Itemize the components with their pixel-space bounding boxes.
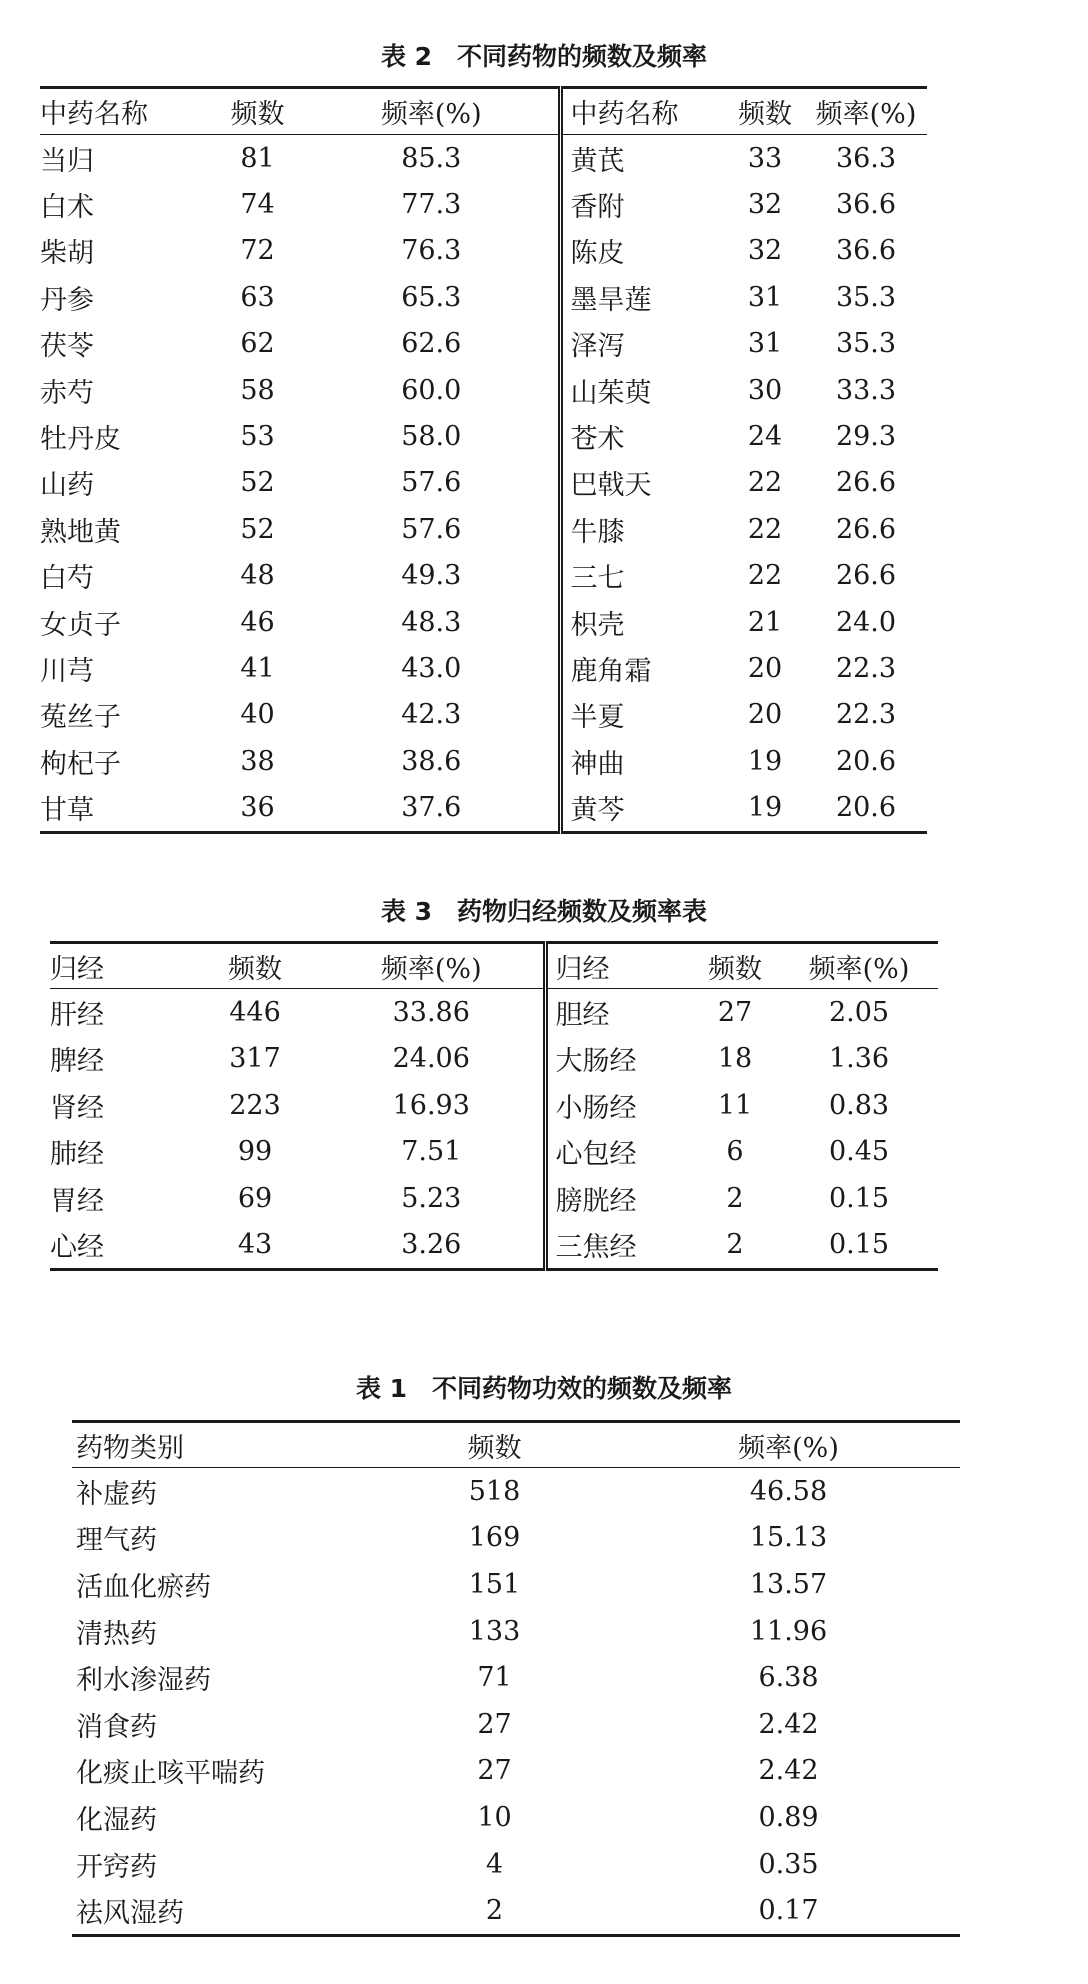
count-cell: 81 — [240, 142, 275, 174]
header-rate: 频率(%) — [780, 943, 938, 989]
rate-cell: 2.42 — [758, 1755, 819, 1787]
table1-efficacy-frequency — [72, 1420, 960, 1937]
count-cell: 2 — [726, 1182, 744, 1214]
meridian-cell: 三焦经 — [545, 1222, 690, 1270]
drug-category-cell: 化痰止咳平喘药 — [76, 1758, 265, 1790]
table2-drug-frequency — [40, 86, 927, 834]
meridian-cell: 胃经 — [50, 1185, 104, 1217]
rate-cell: 33.86 — [392, 996, 470, 1028]
rate-cell: 2.42 — [758, 1708, 819, 1740]
count-cell: 71 — [477, 1662, 512, 1694]
header-count: 频数 — [725, 88, 805, 135]
rate-cell: 0.89 — [758, 1801, 819, 1833]
table3-meridian-frequency — [50, 941, 938, 1271]
meridian-cell: 肝经 — [50, 999, 104, 1031]
table-header-row — [72, 1422, 960, 1468]
drug-name-cell: 熟地黄 — [40, 516, 121, 548]
drug-name-cell: 山茱萸 — [560, 367, 725, 413]
count-cell: 30 — [747, 374, 783, 406]
rate-cell: 15.13 — [749, 1522, 828, 1554]
table-row — [50, 1129, 938, 1176]
count-cell: 133 — [468, 1615, 521, 1647]
count-cell: 31 — [747, 328, 783, 360]
rate-cell: 26.6 — [835, 467, 897, 499]
count-cell: 6 — [726, 1136, 744, 1168]
table-row — [40, 274, 927, 320]
rate-cell: 22.3 — [835, 699, 897, 731]
rate-cell: 33.3 — [835, 374, 897, 406]
drug-name-cell: 苍术 — [560, 413, 725, 459]
table-row — [40, 692, 927, 738]
count-cell: 31 — [747, 281, 783, 313]
drug-name-cell: 丹参 — [40, 284, 94, 316]
rate-cell: 37.6 — [401, 792, 462, 824]
drug-name-cell: 女贞子 — [40, 609, 121, 641]
rate-cell: 42.3 — [401, 699, 462, 731]
rate-cell: 20.6 — [835, 792, 897, 824]
table-row — [72, 1515, 960, 1562]
rate-cell: 0.17 — [758, 1895, 819, 1927]
rate-cell: 0.15 — [828, 1229, 890, 1261]
count-cell: 22 — [747, 560, 783, 592]
count-cell: 2 — [726, 1229, 744, 1261]
rate-cell: 58.0 — [401, 421, 462, 453]
count-cell: 52 — [240, 467, 275, 499]
table-row — [72, 1608, 960, 1655]
rate-cell: 57.6 — [401, 513, 462, 545]
table-row — [50, 1082, 938, 1129]
drug-category-cell: 化湿药 — [76, 1804, 157, 1836]
count-cell: 19 — [747, 792, 783, 824]
count-cell: 33 — [747, 142, 783, 174]
count-cell: 19 — [747, 745, 783, 777]
table-row — [50, 1222, 938, 1270]
table-row — [40, 228, 927, 274]
table-row — [72, 1887, 960, 1935]
rate-cell: 3.26 — [401, 1229, 462, 1261]
count-cell: 48 — [240, 560, 275, 592]
meridian-cell: 小肠经 — [545, 1082, 690, 1129]
table-row — [72, 1748, 960, 1795]
drug-name-cell: 巴戟天 — [560, 460, 725, 506]
header-rate: 频率(%) — [305, 88, 560, 135]
count-cell: 151 — [468, 1568, 521, 1600]
drug-name-cell: 泽泻 — [560, 321, 725, 367]
count-cell: 27 — [717, 996, 753, 1028]
rate-cell: 11.96 — [749, 1615, 828, 1647]
drug-name-cell: 菟丝子 — [40, 702, 121, 734]
rate-cell: 49.3 — [401, 560, 462, 592]
drug-name-cell: 陈皮 — [560, 228, 725, 274]
rate-cell: 77.3 — [401, 189, 462, 221]
header-count: 频数 — [210, 88, 305, 135]
drug-name-cell: 茯苓 — [40, 331, 94, 363]
drug-name-cell: 川芎 — [40, 655, 94, 687]
drug-name-cell: 半夏 — [560, 692, 725, 738]
header-drug-category: 药物类别 — [72, 1422, 372, 1468]
rate-cell: 24.06 — [392, 1043, 470, 1075]
meridian-cell: 肾经 — [50, 1092, 104, 1124]
table3-caption: 表 3 药物归经频数及频率表 — [380, 897, 708, 926]
header-rate: 频率(%) — [617, 1422, 960, 1468]
rate-cell: 60.0 — [401, 374, 462, 406]
drug-name-cell: 枸杞子 — [40, 748, 121, 780]
rate-cell: 57.6 — [401, 467, 462, 499]
drug-category-cell: 补虚药 — [76, 1478, 157, 1510]
table-row — [40, 645, 927, 691]
drug-name-cell: 柴胡 — [40, 238, 94, 270]
rate-cell: 0.35 — [758, 1848, 819, 1880]
drug-name-cell: 甘草 — [40, 795, 94, 827]
count-cell: 27 — [477, 1755, 512, 1787]
count-cell: 317 — [229, 1043, 281, 1075]
drug-name-cell: 鹿角霜 — [560, 645, 725, 691]
table-row — [40, 321, 927, 367]
rate-cell: 1.36 — [828, 1043, 890, 1075]
rate-cell: 76.3 — [401, 235, 462, 267]
count-cell: 169 — [468, 1522, 521, 1554]
table-header-row — [50, 943, 938, 989]
table-row — [40, 738, 927, 784]
drug-name-cell: 香附 — [560, 181, 725, 227]
count-cell: 2 — [485, 1895, 504, 1927]
count-cell: 21 — [747, 606, 783, 638]
count-cell: 41 — [240, 652, 275, 684]
count-cell: 63 — [240, 281, 275, 313]
drug-name-cell: 枳壳 — [560, 599, 725, 645]
count-cell: 223 — [229, 1089, 281, 1121]
header-rate: 频率(%) — [320, 943, 545, 989]
count-cell: 52 — [240, 513, 275, 545]
rate-cell: 36.6 — [835, 189, 897, 221]
drug-name-cell: 当归 — [40, 145, 94, 177]
table-row — [72, 1701, 960, 1748]
drug-name-cell: 白芍 — [40, 563, 94, 595]
rate-cell: 38.6 — [401, 745, 462, 777]
drug-name-cell: 赤芍 — [40, 377, 94, 409]
table-row — [72, 1794, 960, 1841]
count-cell: 10 — [477, 1801, 512, 1833]
drug-name-cell: 三七 — [560, 553, 725, 599]
header-meridian: 归经 — [50, 943, 190, 989]
rate-cell: 35.3 — [835, 281, 897, 313]
header-meridian: 归经 — [545, 943, 690, 989]
count-cell: 62 — [240, 328, 275, 360]
table-row — [50, 989, 938, 1036]
meridian-cell: 脾经 — [50, 1046, 104, 1078]
count-cell: 40 — [240, 699, 275, 731]
count-cell: 18 — [717, 1043, 753, 1075]
rate-cell: 62.6 — [401, 328, 462, 360]
drug-name-cell: 牛膝 — [560, 506, 725, 552]
rate-cell: 26.6 — [835, 560, 897, 592]
drug-category-cell: 消食药 — [76, 1711, 157, 1743]
rate-cell: 24.0 — [835, 606, 897, 638]
table-row — [40, 506, 927, 552]
count-cell: 36 — [240, 792, 275, 824]
drug-category-cell: 理气药 — [76, 1525, 157, 1557]
rate-cell: 22.3 — [835, 652, 897, 684]
rate-cell: 5.23 — [401, 1182, 462, 1214]
table-row — [40, 460, 927, 506]
rate-cell: 0.45 — [828, 1136, 890, 1168]
count-cell: 99 — [237, 1136, 273, 1168]
count-cell: 32 — [747, 189, 783, 221]
count-cell: 4 — [485, 1848, 504, 1880]
table-row — [40, 181, 927, 227]
drug-category-cell: 利水渗湿药 — [76, 1665, 211, 1697]
rate-cell: 35.3 — [835, 328, 897, 360]
header-drug-name: 中药名称 — [560, 88, 725, 135]
header-count: 频数 — [372, 1422, 617, 1468]
rate-cell: 0.83 — [828, 1089, 890, 1121]
rate-cell: 20.6 — [835, 745, 897, 777]
table-row — [40, 553, 927, 599]
table-row — [72, 1841, 960, 1888]
count-cell: 43 — [237, 1229, 273, 1261]
count-cell: 20 — [747, 699, 783, 731]
count-cell: 32 — [747, 235, 783, 267]
header-rate: 频率(%) — [805, 88, 927, 135]
count-cell: 27 — [477, 1708, 512, 1740]
count-cell: 24 — [747, 421, 783, 453]
drug-name-cell: 山药 — [40, 470, 94, 502]
rate-cell: 16.93 — [392, 1089, 470, 1121]
count-cell: 518 — [468, 1475, 521, 1507]
meridian-cell: 心包经 — [545, 1129, 690, 1176]
count-cell: 20 — [747, 652, 783, 684]
table-row — [72, 1468, 960, 1515]
header-count: 频数 — [690, 943, 780, 989]
count-cell: 58 — [240, 374, 275, 406]
count-cell: 22 — [747, 513, 783, 545]
table-row — [50, 1036, 938, 1083]
rate-cell: 85.3 — [401, 142, 462, 174]
table-header-row — [40, 88, 927, 135]
drug-name-cell: 墨旱莲 — [560, 274, 725, 320]
count-cell: 72 — [240, 235, 275, 267]
rate-cell: 48.3 — [401, 606, 462, 638]
count-cell: 22 — [747, 467, 783, 499]
header-drug-name: 中药名称 — [40, 88, 210, 135]
count-cell: 69 — [237, 1182, 273, 1214]
drug-category-cell: 开窍药 — [76, 1851, 157, 1883]
count-cell: 53 — [240, 421, 275, 453]
table-row — [40, 599, 927, 645]
table-row — [50, 1175, 938, 1222]
table2-caption: 表 2 不同药物的频数及频率 — [380, 42, 708, 71]
rate-cell: 6.38 — [758, 1662, 819, 1694]
rate-cell: 26.6 — [835, 513, 897, 545]
meridian-cell: 大肠经 — [545, 1036, 690, 1083]
drug-name-cell: 黄芪 — [560, 135, 725, 182]
drug-category-cell: 活血化瘀药 — [76, 1571, 211, 1603]
rate-cell: 65.3 — [401, 281, 462, 313]
table-row — [40, 784, 927, 832]
meridian-cell: 膀胱经 — [545, 1175, 690, 1222]
count-cell: 46 — [240, 606, 275, 638]
meridian-cell: 胆经 — [545, 989, 690, 1036]
header-count: 频数 — [190, 943, 320, 989]
meridian-cell: 肺经 — [50, 1139, 104, 1171]
rate-cell: 29.3 — [835, 421, 897, 453]
drug-category-cell: 祛风湿药 — [76, 1898, 184, 1930]
table-row — [72, 1654, 960, 1701]
rate-cell: 13.57 — [749, 1568, 828, 1600]
drug-name-cell: 白术 — [40, 192, 94, 224]
drug-name-cell: 牡丹皮 — [40, 424, 121, 456]
table-row — [72, 1561, 960, 1608]
meridian-cell: 心经 — [50, 1232, 104, 1264]
drug-name-cell: 黄芩 — [560, 784, 725, 832]
count-cell: 74 — [240, 189, 275, 221]
rate-cell: 43.0 — [401, 652, 462, 684]
count-cell: 38 — [240, 745, 275, 777]
rate-cell: 36.6 — [835, 235, 897, 267]
rate-cell: 2.05 — [828, 996, 890, 1028]
drug-name-cell: 神曲 — [560, 738, 725, 784]
rate-cell: 7.51 — [401, 1136, 462, 1168]
rate-cell: 46.58 — [749, 1475, 828, 1507]
count-cell: 11 — [717, 1089, 753, 1121]
table-row — [40, 367, 927, 413]
rate-cell: 0.15 — [828, 1182, 890, 1214]
drug-category-cell: 清热药 — [76, 1618, 157, 1650]
rate-cell: 36.3 — [835, 142, 897, 174]
table-row — [40, 413, 927, 459]
table-row — [40, 135, 927, 182]
count-cell: 446 — [229, 996, 281, 1028]
table1-caption: 表 1 不同药物功效的频数及频率 — [355, 1374, 733, 1403]
